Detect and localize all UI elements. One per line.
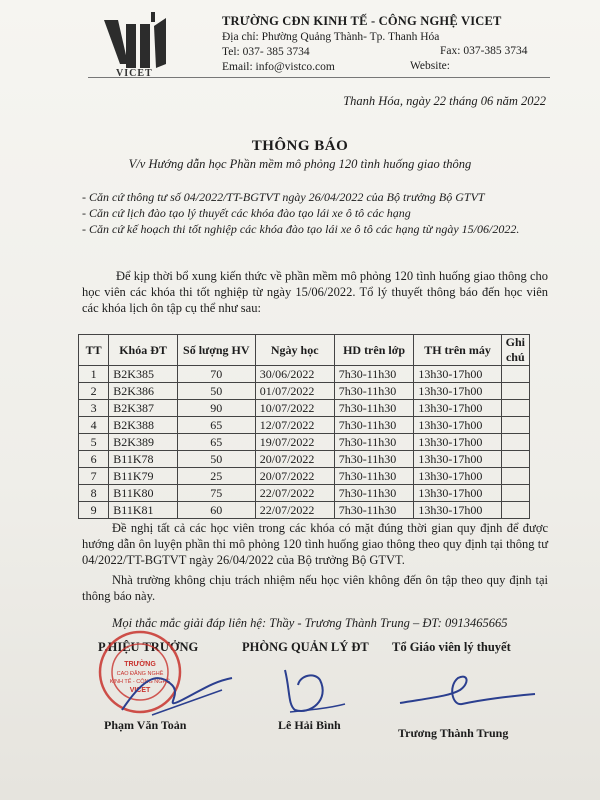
cell-class-time: 7h30-11h30 — [334, 434, 414, 451]
cell-students: 65 — [177, 417, 255, 434]
table-row — [79, 383, 530, 400]
cell-note — [501, 485, 529, 502]
basis-item: - Căn cứ lịch đào tạo lý thuyết các khóa đào tạo lái xe ô tô các hạng — [82, 206, 411, 220]
cell-course: B11K81 — [109, 502, 178, 519]
cell-course: B11K80 — [109, 485, 178, 502]
cell-tt: 9 — [79, 502, 109, 519]
cell-date: 10/07/2022 — [255, 400, 334, 417]
school-fax: Fax: 037-385 3734 — [440, 45, 528, 57]
cell-date: 20/07/2022 — [255, 468, 334, 485]
cell-note — [501, 434, 529, 451]
cell-class-time: 7h30-11h30 — [334, 451, 414, 468]
cell-note — [501, 451, 529, 468]
cell-note — [501, 400, 529, 417]
cell-practice-time: 13h30-17h00 — [414, 417, 501, 434]
signature-name-principal: Phạm Văn Toản — [104, 718, 187, 732]
table-row — [79, 434, 530, 451]
cell-class-time: 7h30-11h30 — [334, 468, 414, 485]
signature-title-principal: P.HIỆU TRƯỞNG — [98, 640, 199, 654]
cell-note — [501, 383, 529, 400]
request-paragraph: Đề nghị tất cả các học viên trong các khóa có mặt đúng thời gian quy định để được hướng dẫn ôn luyện phần thi mô phỏng 120 tình huống giao thông theo quy định tại thông tư 04/2022/TT-BGTVT ngày 26/04/2022 của Bộ trưởng Bộ GTVT. — [82, 521, 548, 567]
cell-practice-time: 13h30-17h00 — [414, 485, 501, 502]
schedule-table — [78, 334, 530, 519]
cell-class-time: 7h30-11h30 — [334, 383, 414, 400]
cell-tt: 1 — [79, 366, 109, 383]
cell-note — [501, 468, 529, 485]
cell-tt: 8 — [79, 485, 109, 502]
cell-tt: 4 — [79, 417, 109, 434]
cell-course: B2K387 — [109, 400, 178, 417]
signature-name-training-dept: Lê Hải Bình — [278, 718, 341, 732]
cell-students: 50 — [177, 451, 255, 468]
table-row — [79, 417, 530, 434]
signature-title-theory-group: Tổ Giáo viên lý thuyết — [392, 640, 511, 654]
cell-class-time: 7h30-11h30 — [334, 485, 414, 502]
table-row — [79, 502, 530, 519]
cell-practice-time: 13h30-17h00 — [414, 451, 501, 468]
signature-training-dept-icon — [270, 660, 350, 720]
cell-tt: 6 — [79, 451, 109, 468]
col-header-students: Số lượng HV — [177, 335, 255, 366]
cell-tt: 2 — [79, 383, 109, 400]
cell-note — [501, 417, 529, 434]
notice-title: THÔNG BÁO — [251, 138, 349, 154]
cell-course: B11K79 — [109, 468, 178, 485]
cell-date: 12/07/2022 — [255, 417, 334, 434]
cell-students: 65 — [177, 434, 255, 451]
cell-date: 19/07/2022 — [255, 434, 334, 451]
cell-practice-time: 13h30-17h00 — [414, 400, 501, 417]
cell-note — [501, 366, 529, 383]
cell-class-time: 7h30-11h30 — [334, 400, 414, 417]
col-header-course: Khóa ĐT — [109, 335, 178, 366]
svg-text:KINH TẾ - CÔNG NGHỆ: KINH TẾ - CÔNG NGHỆ — [109, 679, 171, 685]
col-header-practice: TH trên máy — [414, 335, 501, 366]
cell-students: 50 — [177, 383, 255, 400]
school-website: Website: — [410, 60, 450, 72]
cell-class-time: 7h30-11h30 — [334, 502, 414, 519]
cell-tt: 7 — [79, 468, 109, 485]
signature-theory-group-icon — [390, 668, 540, 718]
col-header-note: Ghi chú — [501, 335, 529, 366]
basis-item: - Căn cứ kế hoạch thi tốt nghiệp các khóa đào tạo lái xe ô tô các hạng từ ngày 15/06/2022. — [82, 222, 520, 236]
cell-practice-time: 13h30-17h00 — [414, 383, 501, 400]
cell-course: B2K386 — [109, 383, 178, 400]
cell-practice-time: 13h30-17h00 — [414, 502, 501, 519]
cell-course: B2K388 — [109, 417, 178, 434]
basis-item: - Căn cứ thông tư số 04/2022/TT-BGTVT ngày 26/04/2022 của Bộ trưởng Bộ GTVT — [82, 190, 485, 204]
cell-class-time: 7h30-11h30 — [334, 417, 414, 434]
cell-practice-time: 13h30-17h00 — [414, 468, 501, 485]
cell-students: 70 — [177, 366, 255, 383]
contact-line: Mọi thắc mắc giải đáp liên hệ: Thầy - Trương Thành Trung – ĐT: 0913465665 — [112, 616, 508, 630]
svg-text:VICET: VICET — [129, 687, 151, 694]
table-row — [79, 485, 530, 502]
cell-students: 60 — [177, 502, 255, 519]
col-header-date: Ngày học — [255, 335, 334, 366]
cell-course: B11K78 — [109, 451, 178, 468]
school-email: Email: info@vistco.com — [222, 61, 335, 73]
table-row — [79, 451, 530, 468]
intro-paragraph: Để kịp thời bổ xung kiến thức về phần mềm mô phỏng 120 tình huống giao thông cho học viên các khóa thi tốt nghiệp từ ngày 15/06/2022. Tổ lý thuyết thông báo đến học viên các khóa lịch ôn tập cụ thể như sau: — [82, 269, 548, 315]
signature-title-training-dept: PHÒNG QUẢN LÝ ĐT — [242, 640, 369, 654]
disclaimer-paragraph: Nhà trường không chịu trách nhiệm nếu học viên không đến ôn tập theo quy định tại thông báo này. — [82, 573, 548, 603]
col-header-class: HD trên lớp — [334, 335, 414, 366]
table-row — [79, 400, 530, 417]
table-row — [79, 468, 530, 485]
cell-date: 22/07/2022 — [255, 485, 334, 502]
cell-date: 01/07/2022 — [255, 383, 334, 400]
cell-date: 30/06/2022 — [255, 366, 334, 383]
school-name: TRƯỜNG CĐN KINH TẾ - CÔNG NGHỆ VICET — [222, 14, 502, 28]
cell-class-time: 7h30-11h30 — [334, 366, 414, 383]
cell-students: 75 — [177, 485, 255, 502]
svg-text:CAO ĐẲNG NGHỀ: CAO ĐẲNG NGHỀ — [116, 671, 164, 677]
school-tel: Tel: 037- 385 3734 — [222, 46, 310, 58]
notice-subtitle: V/v Hướng dẫn học Phần mềm mô phỏng 120 tình huống giao thông — [128, 157, 472, 171]
col-header-tt: TT — [79, 335, 109, 366]
date-line: Thanh Hóa, ngày 22 tháng 06 năm 2022 — [343, 94, 546, 108]
cell-tt: 5 — [79, 434, 109, 451]
table-header-row — [79, 335, 530, 366]
school-address: Địa chỉ: Phường Quảng Thành- Tp. Thanh Hóa — [222, 31, 440, 43]
logo-wordmark: VICET — [116, 68, 153, 79]
header-divider — [88, 77, 550, 78]
cell-practice-time: 13h30-17h00 — [414, 366, 501, 383]
svg-text:TRƯỜNG: TRƯỜNG — [124, 661, 156, 668]
cell-practice-time: 13h30-17h00 — [414, 434, 501, 451]
cell-tt: 3 — [79, 400, 109, 417]
cell-note — [501, 502, 529, 519]
cell-students: 90 — [177, 400, 255, 417]
signature-principal-icon — [109, 660, 242, 720]
table-row — [79, 366, 530, 383]
cell-course: B2K385 — [109, 366, 178, 383]
cell-date: 22/07/2022 — [255, 502, 334, 519]
cell-course: B2K389 — [109, 434, 178, 451]
cell-date: 20/07/2022 — [255, 451, 334, 468]
cell-students: 25 — [177, 468, 255, 485]
signature-name-theory-group: Trương Thành Trung — [398, 726, 509, 740]
